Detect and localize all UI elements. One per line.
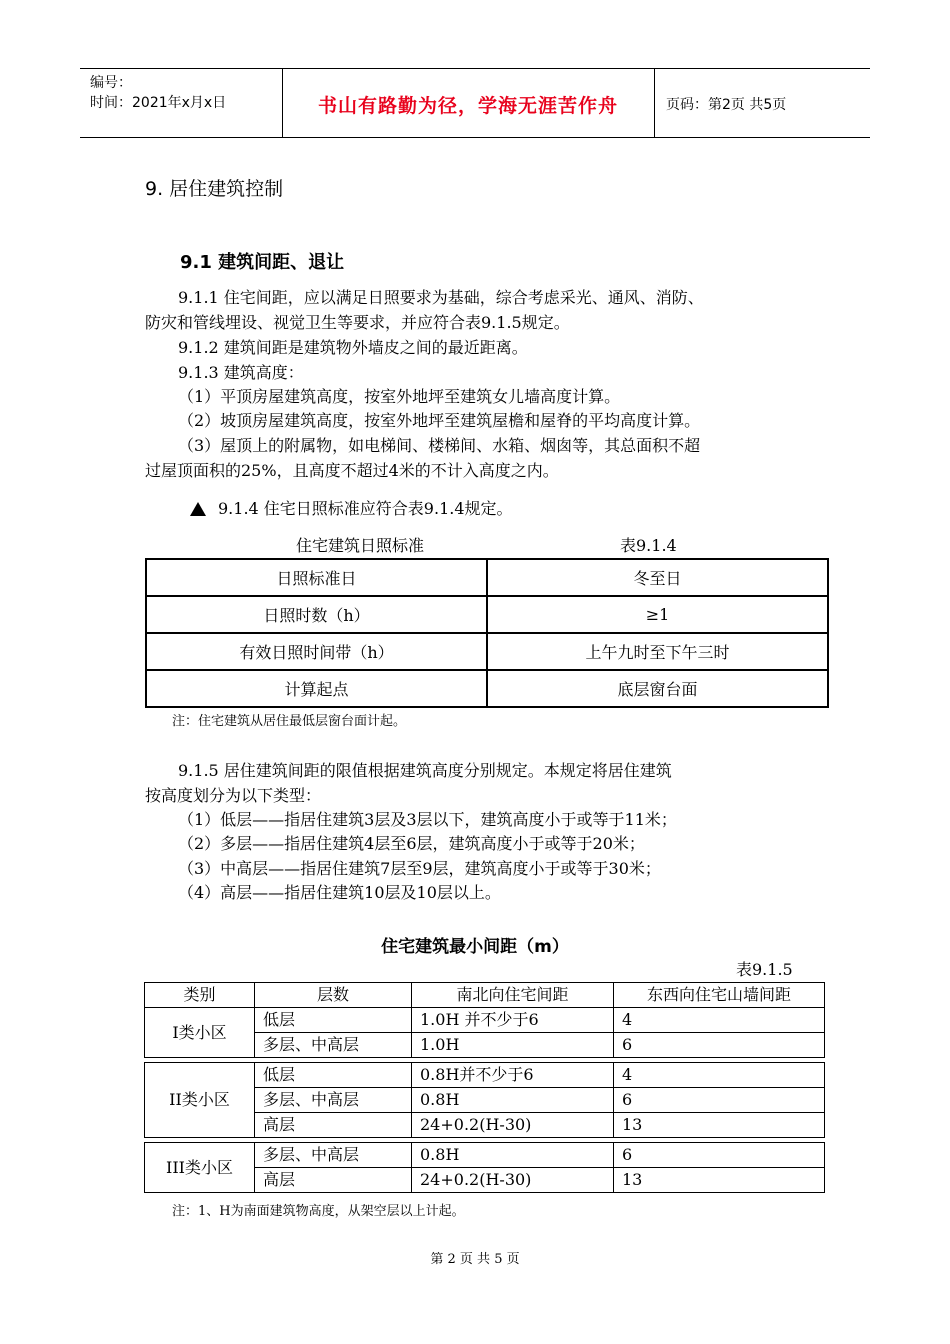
page-footer: 第 2 页 共 5 页 — [430, 1252, 520, 1267]
table-row — [146, 559, 828, 596]
table-row — [146, 633, 828, 670]
table-cell: 多层、中高层 — [255, 1033, 412, 1058]
header-page-info: 页码：第2页 共5页 — [666, 97, 787, 113]
table-row — [146, 670, 828, 707]
table-cell: 24+0.2(H-30) — [412, 1168, 614, 1193]
table2-caption: 住宅建筑最小间距（m） — [381, 937, 569, 957]
table2-note: 注：1、H为南面建筑物高度，从架空层以上计起。 — [172, 1204, 465, 1219]
paragraph-914: 9.1.4 住宅日照标准应符合表9.1.4规定。 — [218, 499, 513, 518]
header-cell: 类别 — [145, 983, 255, 1008]
table-cell: 多层、中高层 — [255, 1143, 412, 1168]
paragraph-911-cont: 防灾和管线埋设、视觉卫生等要求，并应符合表9.1.5规定。 — [145, 313, 570, 332]
number-label: 编号： — [90, 75, 132, 91]
table1-note: 注：住宅建筑从居住最低层窗台面计起。 — [172, 714, 407, 729]
table-header-row — [145, 983, 825, 1008]
table-cell: 13 — [614, 1113, 825, 1138]
header-cell: 层数 — [255, 983, 412, 1008]
table-row — [145, 1063, 825, 1088]
table-cell: 高层 — [255, 1168, 412, 1193]
table-cell: 0.8H — [412, 1088, 614, 1113]
minimum-spacing-table — [144, 982, 825, 1193]
paragraph-913-3-cont: 过屋顶面积的25%，且高度不超过4米的不计入高度之内。 — [145, 461, 559, 480]
paragraph-915: 9.1.5 居住建筑间距的限值根据建筑高度分别规定。本规定将居住建筑 — [178, 761, 672, 780]
table-cell: 0.8H — [412, 1143, 614, 1168]
table-cell: 6 — [614, 1033, 825, 1058]
paragraph-915-cont: 按高度划分为以下类型： — [145, 786, 322, 805]
table-cell: 低层 — [255, 1008, 412, 1033]
table-cell: 日照时数（h） — [146, 596, 487, 633]
triangle-up-icon — [190, 502, 206, 516]
table-cell: 0.8H并不少于6 — [412, 1063, 614, 1088]
table-cell: 计算起点 — [146, 670, 487, 707]
table-cell: ≥1 — [487, 596, 828, 633]
paragraph-912: 9.1.2 建筑间距是建筑物外墙皮之间的最近距离。 — [178, 338, 528, 357]
table2-number: 表9.1.5 — [736, 960, 793, 979]
header-divider — [654, 69, 655, 137]
category-cell: II类小区 — [145, 1063, 255, 1138]
table1-caption: 住宅建筑日照标准 — [296, 536, 425, 555]
table-cell: 底层窗台面 — [487, 670, 828, 707]
paragraph-915-2: （2）多层——指居住建筑4层至6层，建筑高度小于或等于20米； — [178, 834, 645, 853]
table-cell: 冬至日 — [487, 559, 828, 596]
category-cell: III类小区 — [145, 1143, 255, 1193]
sunlight-standard-table — [145, 558, 829, 708]
table-cell: 上午九时至下午三时 — [487, 633, 828, 670]
table-cell: 24+0.2(H-30) — [412, 1113, 614, 1138]
category-cell: I类小区 — [145, 1008, 255, 1058]
table-cell: 13 — [614, 1168, 825, 1193]
table-row — [146, 596, 828, 633]
table-cell: 1.0H — [412, 1033, 614, 1058]
section-title: 9. 居住建筑控制 — [145, 178, 284, 200]
subsection-title: 9.1 建筑间距、退让 — [180, 252, 345, 273]
paragraph-913-2: （2）坡顶房屋建筑高度，按室外地坪至建筑屋檐和屋脊的平均高度计算。 — [178, 411, 701, 430]
table-cell: 高层 — [255, 1113, 412, 1138]
table-cell: 日照标准日 — [146, 559, 487, 596]
table-cell: 6 — [614, 1088, 825, 1113]
paragraph-915-4: （4）高层——指居住建筑10层及10层以上。 — [178, 883, 501, 902]
time-label: 时间：2021年x月x日 — [90, 95, 227, 111]
table-cell: 1.0H 并不少于6 — [412, 1008, 614, 1033]
paragraph-915-1: （1）低层——指居住建筑3层及3层以下，建筑高度小于或等于11米； — [178, 810, 677, 829]
paragraph-911: 9.1.1 住宅间距，应以满足日照要求为基础，综合考虑采光、通风、消防、 — [178, 288, 704, 307]
paragraph-915-3: （3）中高层——指居住建筑7层至9层，建筑高度小于或等于30米； — [178, 859, 661, 878]
table-cell: 4 — [614, 1008, 825, 1033]
paragraph-913: 9.1.3 建筑高度： — [178, 363, 304, 382]
table-cell: 4 — [614, 1063, 825, 1088]
header-cell: 东西向住宅山墙间距 — [614, 983, 825, 1008]
table-cell: 有效日照时间带（h） — [146, 633, 487, 670]
header-motto: 书山有路勤为径，学海无涯苦作舟 — [317, 95, 618, 117]
paragraph-913-1: （1）平顶房屋建筑高度，按室外地坪至建筑女儿墙高度计算。 — [178, 387, 621, 406]
header-cell: 南北向住宅间距 — [412, 983, 614, 1008]
paragraph-913-3: （3）屋顶上的附属物，如电梯间、楼梯间、水箱、烟囱等，其总面积不超 — [178, 436, 701, 455]
table-cell: 多层、中高层 — [255, 1088, 412, 1113]
table1-number: 表9.1.4 — [620, 536, 677, 555]
table-row — [145, 1143, 825, 1168]
table-cell: 6 — [614, 1143, 825, 1168]
header-meta — [90, 73, 226, 113]
table-row — [145, 1008, 825, 1033]
page-header — [80, 68, 870, 138]
table-cell: 低层 — [255, 1063, 412, 1088]
